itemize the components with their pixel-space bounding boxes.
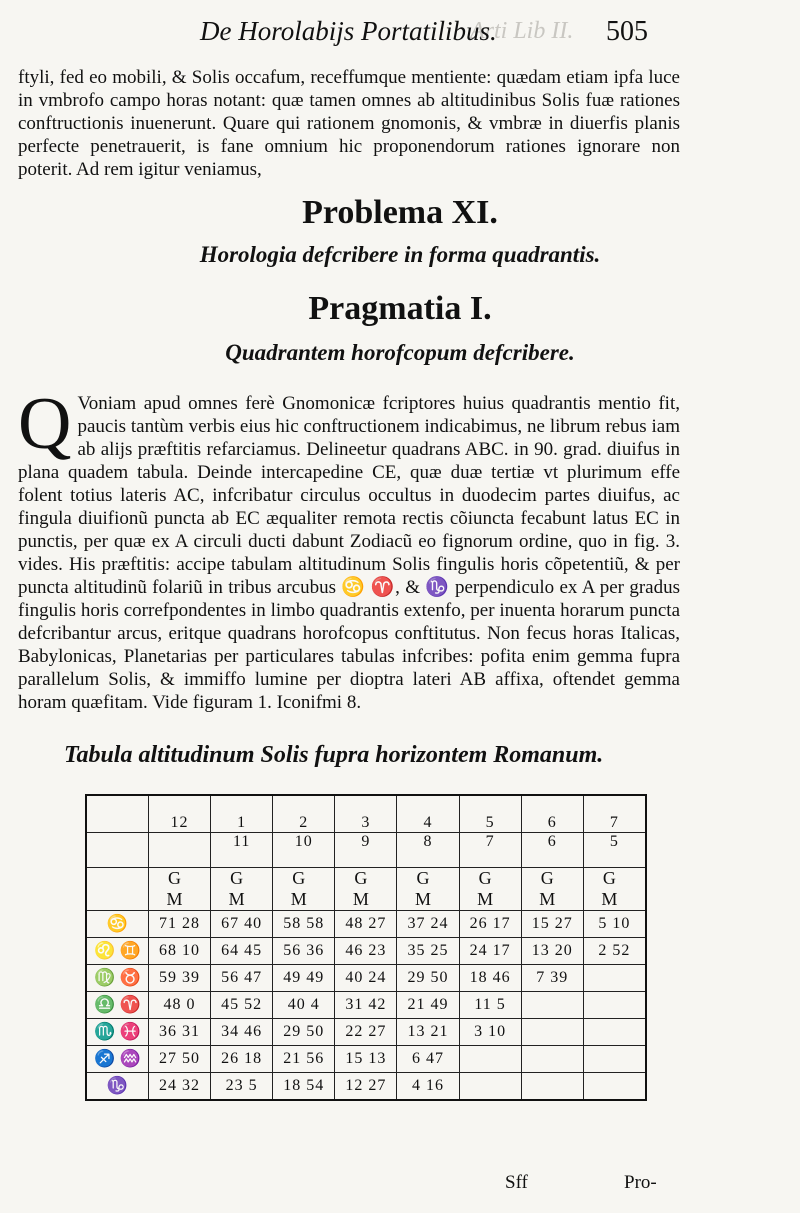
signature-mark: Sff <box>505 1172 528 1193</box>
page-header <box>0 16 800 56</box>
altitude-cell: 3 10 <box>459 1019 521 1046</box>
main-paragraph <box>18 383 680 714</box>
hour-label: 6 <box>521 795 583 833</box>
table-row <box>86 938 646 965</box>
altitude-cell: 64 45 <box>211 938 273 965</box>
hour-label: 10 <box>273 833 335 868</box>
altitude-cell: 12 27 <box>335 1073 397 1101</box>
corner-cell <box>86 868 149 911</box>
table-row <box>86 992 646 1019</box>
zodiac-sign-cell: ♋ <box>86 911 149 938</box>
altitude-cell: 22 27 <box>335 1019 397 1046</box>
zodiac-sign-cell: ♐ ♒ <box>86 1046 149 1073</box>
hour-label: 5 <box>459 795 521 833</box>
page-number: 505 <box>606 16 648 47</box>
altitude-cell: 27 50 <box>149 1046 211 1073</box>
hour-label: 2 <box>273 795 335 833</box>
altitude-cell: 29 50 <box>397 965 459 992</box>
degree-minute-label: G M <box>335 868 397 911</box>
altitude-cell: 18 46 <box>459 965 521 992</box>
altitude-cell: 40 24 <box>335 965 397 992</box>
altitude-cell: 59 39 <box>149 965 211 992</box>
altitude-cell: 7 39 <box>521 965 583 992</box>
hour-label: 7 <box>459 833 521 868</box>
altitude-cell: 15 13 <box>335 1046 397 1073</box>
altitude-cell: 15 27 <box>521 911 583 938</box>
altitude-cell: 71 28 <box>149 911 211 938</box>
altitude-cell: 48 27 <box>335 911 397 938</box>
hour-label: 3 <box>335 795 397 833</box>
zodiac-sign-cell: ♏ ♓ <box>86 1019 149 1046</box>
altitude-cell: 6 47 <box>397 1046 459 1073</box>
hour-label: 7 <box>583 795 646 833</box>
altitude-cell: 49 49 <box>273 965 335 992</box>
altitude-cell: 2 52 <box>583 938 646 965</box>
altitude-cell: 26 17 <box>459 911 521 938</box>
unit-row <box>86 868 646 911</box>
hour-label: 11 <box>211 833 273 868</box>
degree-minute-label: G M <box>273 868 335 911</box>
table-row <box>86 1073 646 1101</box>
table-row <box>86 911 646 938</box>
altitude-cell: 5 10 <box>583 911 646 938</box>
altitude-cell: 46 23 <box>335 938 397 965</box>
altitude-cell: 23 5 <box>211 1073 273 1101</box>
hour-row-lower <box>86 833 646 868</box>
hour-label: 4 <box>397 795 459 833</box>
altitude-table <box>85 794 647 1101</box>
altitude-cell: 21 56 <box>273 1046 335 1073</box>
degree-minute-label: G M <box>397 868 459 911</box>
altitude-cell: 34 46 <box>211 1019 273 1046</box>
altitude-cell: 36 31 <box>149 1019 211 1046</box>
main-paragraph-text: Voniam apud omnes ferè Gnomonicæ fcriptores huius quadrantis mentio fit, paucis tantùm verbis eius hic conftructionem indicabimus, ne librum rebus iam ab alijs præftitis refarciamus. Delineetur quadrans ABC. in 90. grad. diuifus in plana quadem tabula. Deinde intercapedine CE, quæ duæ tertiæ vt plurimum effe folent totius lateris AC, infcribatur circulus occultus in duodecim partes diuifus, ac fingula diuifionũ puncta ab EC æqualiter remota rectis cõiuncta fecabunt latus EC in punctis, per quæ ex A circuli ducti dabunt Zodiacũ eo fignorum ordine, quo in fig. 3. vides. His præftitis: accipe tabulam altitudinum Solis fingulis horis cõpetentiũ, & per puncta altitudinũ folariũ in tribus arcubus ♋ ♈, & ♑ perpendiculo ex A per gradus fingulis horis correfpondentes in limbo quadrantis extenfo, per inuenta horarum puncta defcribantur arcus, eritque quadrans horofcopus conftitutus. Non fecus horas Italicas, Babylonicas, Planetarias per particulares tabulas infcribes: pofita enim gemma fupra parallelum Solis, & immiffo lumine per dioptra lateri AB affixa, oftendet gemma horam quæfitam. Vide figuram 1. Iconifmi 8. <box>18 393 680 713</box>
altitude-cell <box>583 1019 646 1046</box>
altitude-cell <box>521 1019 583 1046</box>
altitude-cell: 67 40 <box>211 911 273 938</box>
table-row <box>86 1019 646 1046</box>
altitude-cell <box>583 1046 646 1073</box>
corner-cell <box>86 833 149 868</box>
altitude-cell <box>459 1046 521 1073</box>
hour-label: 6 <box>521 833 583 868</box>
hour-label: 8 <box>397 833 459 868</box>
bleed-through-header: Arti Lib II. <box>470 18 574 44</box>
altitude-cell: 13 20 <box>521 938 583 965</box>
problem-subtitle: Horologia defcribere in forma quadrantis. <box>199 242 601 267</box>
degree-minute-label: G M <box>583 868 646 911</box>
altitude-cell <box>583 992 646 1019</box>
altitude-cell <box>459 1073 521 1101</box>
altitude-cell: 68 10 <box>149 938 211 965</box>
altitude-cell: 58 58 <box>273 911 335 938</box>
altitude-cell <box>583 965 646 992</box>
hour-label: 9 <box>335 833 397 868</box>
intro-paragraph: ftyli, fed eo mobili, & Solis occafum, receffumque mentiente: quædam etiam ipfa luce in vmbrofo campo horas notant: quæ tamen omnes ab altitudinibus Solis fuæ rationes conftructionis inuenerunt. Quare qui rationem gnomonis, & vmbræ in diuerfis planis perfecte penetrauerit, is fane omnium hic proponendorum rationes ignorare non poterit. Ad rem igitur veniamus, <box>18 67 680 180</box>
drop-cap: Q <box>18 383 72 465</box>
corner-cell <box>86 795 149 833</box>
zodiac-sign-cell: ♍ ♉ <box>86 965 149 992</box>
running-title: De Horolabijs Portatilibus. <box>200 16 497 46</box>
altitude-cell: 24 17 <box>459 938 521 965</box>
zodiac-sign-cell: ♑ <box>86 1073 149 1101</box>
altitude-cell: 37 24 <box>397 911 459 938</box>
pragmatia-heading: Pragmatia I. <box>308 290 492 327</box>
altitude-cell: 56 47 <box>211 965 273 992</box>
catchword: Pro- <box>624 1172 657 1193</box>
altitude-cell <box>521 992 583 1019</box>
altitude-cell: 48 0 <box>149 992 211 1019</box>
altitude-cell: 40 4 <box>273 992 335 1019</box>
hour-row-upper <box>86 795 646 833</box>
hour-label: 5 <box>583 833 646 868</box>
altitude-cell <box>521 1046 583 1073</box>
degree-minute-label: G M <box>211 868 273 911</box>
altitude-cell <box>521 1073 583 1101</box>
altitude-cell: 21 49 <box>397 992 459 1019</box>
degree-minute-label: G M <box>149 868 211 911</box>
hour-label: 1 <box>211 795 273 833</box>
degree-minute-label: G M <box>521 868 583 911</box>
altitude-cell: 31 42 <box>335 992 397 1019</box>
altitude-cell: 4 16 <box>397 1073 459 1101</box>
zodiac-sign-cell: ♌ ♊ <box>86 938 149 965</box>
table-row <box>86 965 646 992</box>
zodiac-sign-cell: ♎ ♈ <box>86 992 149 1019</box>
altitude-cell: 11 5 <box>459 992 521 1019</box>
hour-label: 12 <box>149 795 211 833</box>
altitude-cell <box>583 1073 646 1101</box>
altitude-cell: 26 18 <box>211 1046 273 1073</box>
altitude-cell: 56 36 <box>273 938 335 965</box>
altitude-cell: 13 21 <box>397 1019 459 1046</box>
table-title: Tabula altitudinum Solis fupra horizontem Romanum. <box>64 742 604 768</box>
altitude-cell: 35 25 <box>397 938 459 965</box>
pragmatia-subtitle: Quadrantem horofcopum defcribere. <box>225 340 575 365</box>
altitude-cell: 45 52 <box>211 992 273 1019</box>
problem-heading: Problema XI. <box>302 194 498 231</box>
degree-minute-label: G M <box>459 868 521 911</box>
hour-label <box>149 833 211 868</box>
altitude-cell: 29 50 <box>273 1019 335 1046</box>
table-row <box>86 1046 646 1073</box>
altitude-cell: 24 32 <box>149 1073 211 1101</box>
altitude-cell: 18 54 <box>273 1073 335 1101</box>
